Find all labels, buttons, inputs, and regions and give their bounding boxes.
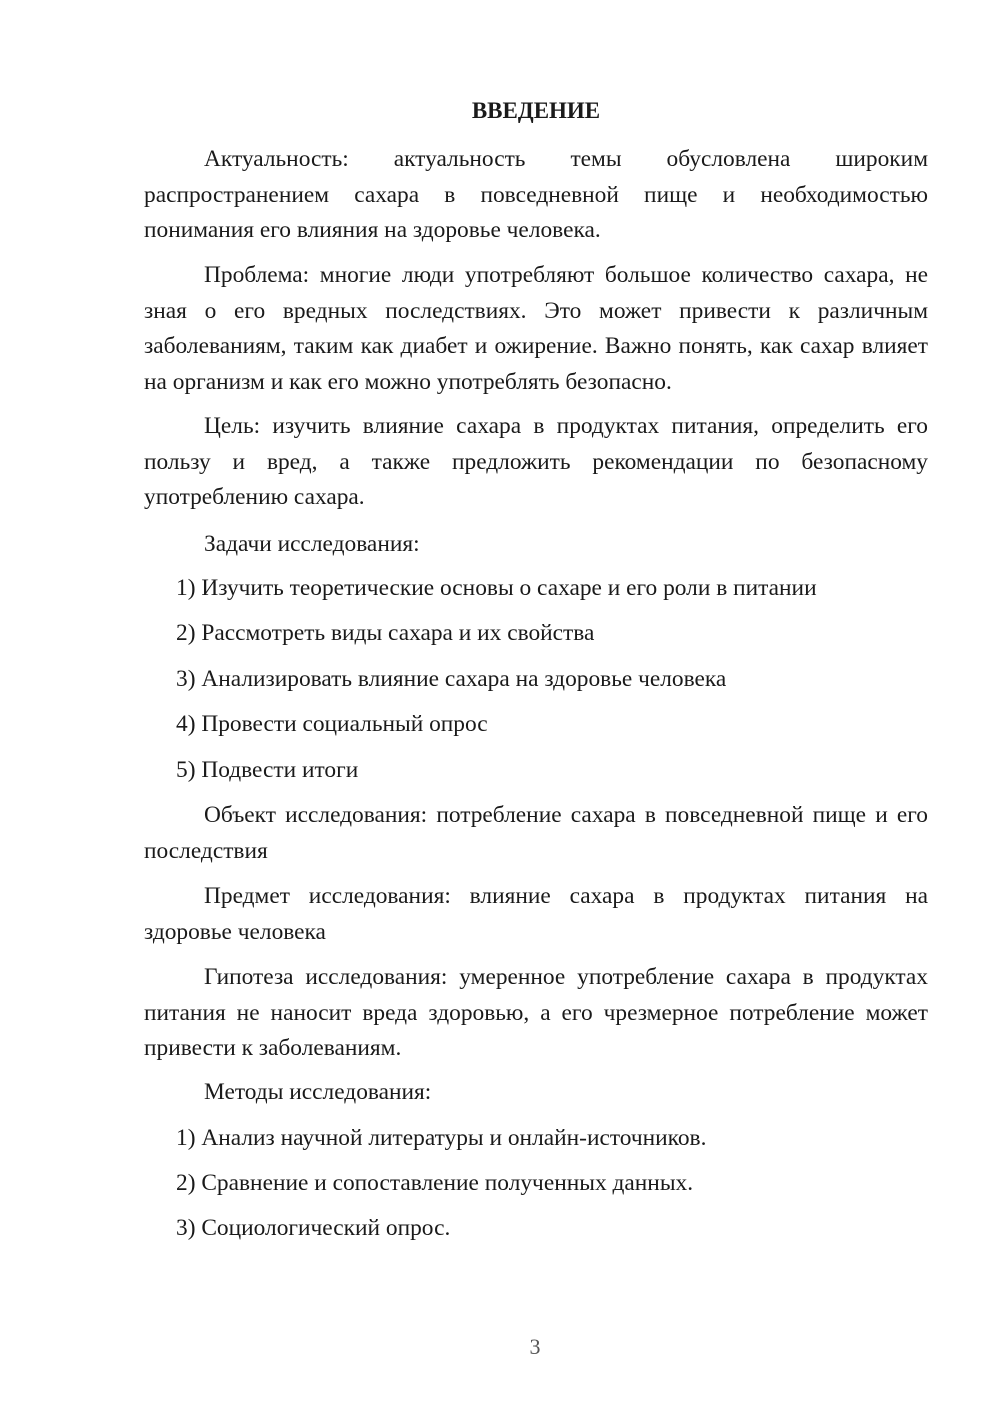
method-item: 3) Социологический опрос. (176, 1215, 451, 1241)
task-item: 4) Провести социальный опрос (176, 711, 488, 737)
task-item: 5) Подвести итоги (176, 757, 359, 783)
page-number: 3 (529, 1334, 541, 1359)
task-item: 3) Анализировать влияние сахара на здоровье человека (176, 666, 727, 692)
method-item: 1) Анализ научной литературы и онлайн-источников. (176, 1125, 707, 1151)
section-title: ВВЕДЕНИЕ (471, 98, 601, 123)
paragraph-object: Объект исследования: потребление сахара в повседневной пище и его последствия (144, 802, 928, 864)
paragraph-subject: Предмет исследования: влияние сахара в продуктах питания на здоровье человека (144, 883, 928, 945)
tasks-heading: Задачи исследования: (204, 531, 420, 557)
paragraph-hypothesis: Гипотеза исследования: умеренное употребление сахара в продуктах питания не наносит вреда здоровью, а его чрезмерное потребление может привести к заболеваниям. (144, 964, 928, 1061)
methods-heading: Методы исследования: (204, 1079, 432, 1105)
paragraph-goal: Цель: изучить влияние сахара в продуктах питания, определить его пользу и вред, а также предложить рекомендации по безопасному употреблению сахара. (144, 413, 928, 510)
task-item: 1) Изучить теоретические основы о сахаре и его роли в питании (176, 575, 817, 601)
task-item: 2) Рассмотреть виды сахара и их свойства (176, 620, 595, 646)
method-item: 2) Сравнение и сопоставление полученных данных. (176, 1170, 694, 1196)
paragraph-problem: Проблема: многие люди употребляют большое количество сахара, не зная о его вредных последствиях. Это может привести к различным заболеваниям, таким как диабет и ожирение. Важно понять, как сахар влияет на организм и как его можно употреблять безопасно. (144, 262, 928, 395)
paragraph-actuality: Актуальность: актуальность темы обусловлена широким распространением сахара в повседневной пище и необходимостью понимания его влияния на здоровье человека. (144, 146, 928, 243)
